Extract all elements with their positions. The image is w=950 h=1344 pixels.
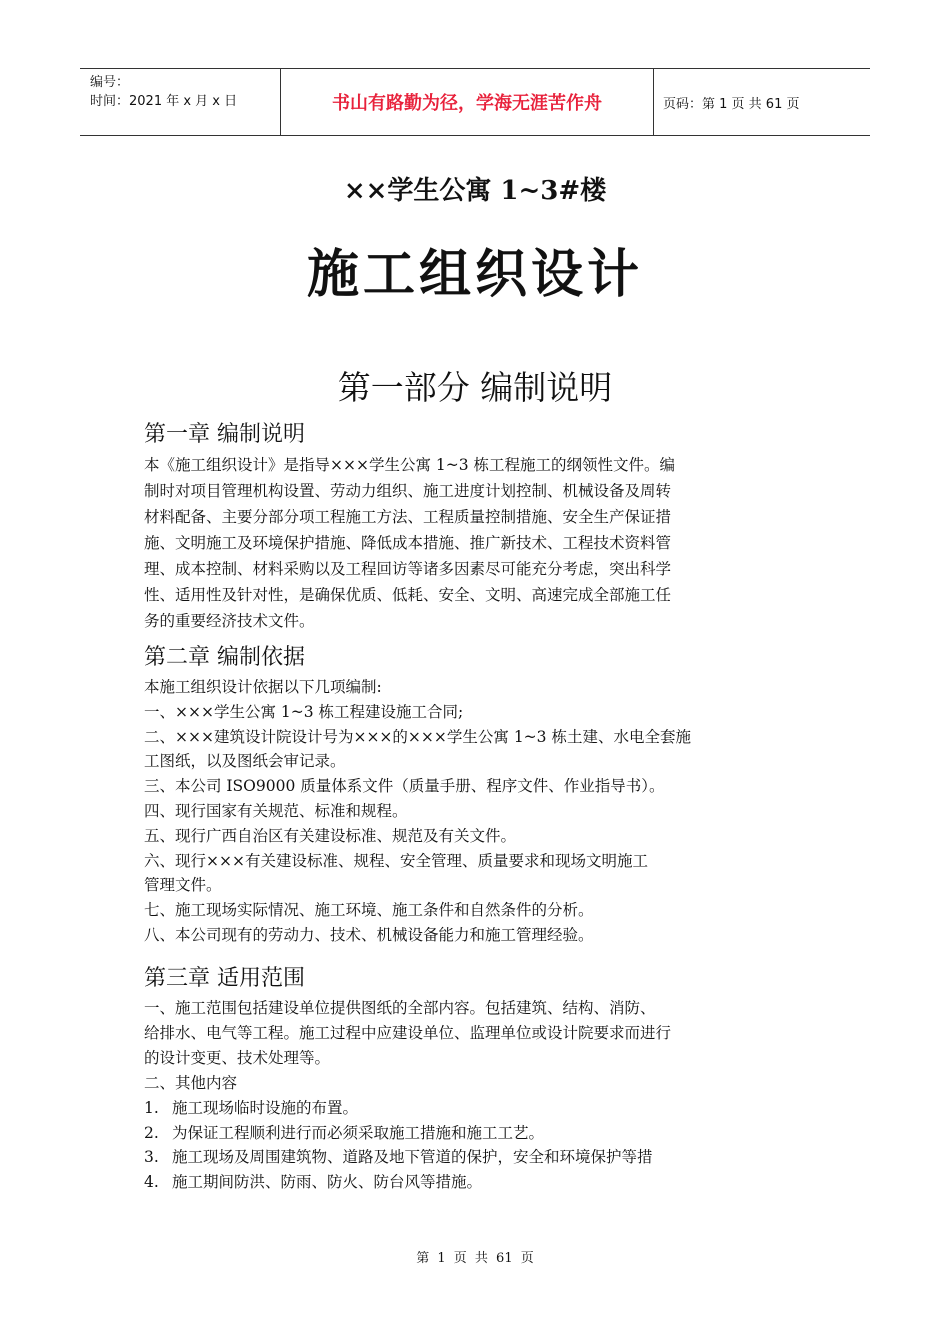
- paragraph-line: 制时对项目管理机构设置、劳动力组织、施工进度计划控制、机械设备及周转: [144, 482, 672, 500]
- paragraph-line: 管理文件。: [144, 876, 222, 895]
- chapter-2-body: [144, 675, 804, 948]
- paragraph-line: 给排水、电气等工程。施工过程中应建设单位、监理单位或设计院要求而进行: [144, 1024, 672, 1042]
- list-item-text: 施工期间防洪、防雨、防火、防台风等措施。: [172, 1172, 483, 1191]
- paragraph-line: 本《施工组织设计》是指导×××学生公寓 1~3 栋工程施工的纲领性文件。编: [144, 456, 676, 474]
- part-title: 第一部分 编制说明: [337, 368, 613, 407]
- motto: 书山有路勤为径，学海无涯苦作舟: [281, 69, 654, 135]
- chapter-1-body: [144, 452, 804, 634]
- header-info-cell: [80, 69, 281, 135]
- paragraph-line: 一、×××学生公寓 1~3 栋工程建设施工合同;: [144, 702, 464, 721]
- page-header: [80, 68, 870, 136]
- list-item-text: 施工现场及周围建筑物、道路及地下管道的保护，安全和环境保护等措: [172, 1148, 653, 1166]
- paragraph-line: 本施工组织设计依据以下几项编制:: [144, 678, 382, 696]
- doc-subtitle: ××学生公寓 1~3#楼: [343, 176, 607, 206]
- time-label: 时间：2021 年 x 月 x 日: [90, 94, 238, 109]
- page-footer: 第 1 页 共 61 页: [416, 1251, 534, 1266]
- list-item-number: 4.: [144, 1172, 159, 1191]
- list-item-text: 施工现场临时设施的布置。: [172, 1099, 359, 1117]
- chapter-3-title: 第三章 适用范围: [144, 966, 305, 991]
- list-item-text: 为保证工程顺利进行而必须采取施工措施和施工工艺。: [172, 1123, 545, 1142]
- list-item: [144, 1096, 804, 1121]
- paragraph-line: 四、现行国家有关规范、标准和规程。: [144, 801, 408, 820]
- paragraph-line: 工图纸，以及图纸会审记录。: [144, 752, 346, 771]
- chapter-3-section: [144, 962, 804, 1194]
- list-item-number: 1.: [144, 1099, 159, 1117]
- paragraph-line: 施、文明施工及环境保护措施、降低成本措施、推广新技术、工程技术资料管: [144, 534, 672, 552]
- chapter-2-title: 第二章 编制依据: [144, 645, 305, 670]
- paragraph-line: 八、本公司现有的劳动力、技术、机械设备能力和施工管理经验。: [144, 925, 594, 944]
- chapter-1-section: [144, 418, 804, 634]
- list-item-number: 3.: [144, 1148, 159, 1166]
- doc-title: 施工组织设计: [306, 245, 643, 305]
- list-item-number: 2.: [144, 1123, 159, 1142]
- chapter-3-body: [144, 996, 804, 1096]
- paragraph-line: 一、施工范围包括建设单位提供图纸的全部内容。包括建筑、结构、消防、: [144, 999, 656, 1017]
- paragraph-line: 二、×××建筑设计院设计号为×××的×××学生公寓 1~3 栋土建、水电全套施: [144, 727, 691, 746]
- paragraph-line: 务的重要经济技术文件。: [144, 612, 315, 630]
- paragraph-line: 理、成本控制、材料采购以及工程回访等诸多因素尽可能充分考虑，突出科学: [144, 560, 672, 578]
- paragraph-line: 性、适用性及针对性，是确保优质、低耗、安全、文明、高速完成全部施工任: [144, 586, 672, 604]
- paragraph-line: 二、其他内容: [144, 1074, 238, 1092]
- paragraph-line: 六、现行×××有关建设标准、规程、安全管理、质量要求和现场文明施工: [144, 851, 648, 870]
- chapter-1-title: 第一章 编制说明: [144, 422, 305, 447]
- paragraph-line: 七、施工现场实际情况、施工环境、施工条件和自然条件的分析。: [144, 901, 594, 920]
- numbered-list: [144, 1096, 804, 1194]
- list-item: [144, 1170, 804, 1195]
- page-code: 页码：第 1 页 共 61 页: [663, 96, 800, 112]
- paragraph-line: 五、现行广西自治区有关建设标准、规范及有关文件。: [144, 826, 517, 845]
- chapter-2-section: [144, 641, 804, 948]
- list-item: [144, 1145, 804, 1170]
- list-item: [144, 1121, 804, 1146]
- paragraph-line: 材料配备、主要分部分项工程施工方法、工程质量控制措施、安全生产保证措: [144, 508, 672, 526]
- number-label: 编号：: [90, 75, 130, 90]
- paragraph-line: 的设计变更、技术处理等。: [144, 1049, 331, 1067]
- paragraph-line: 三、本公司 ISO9000 质量体系文件（质量手册、程序文件、作业指导书）。: [144, 777, 665, 796]
